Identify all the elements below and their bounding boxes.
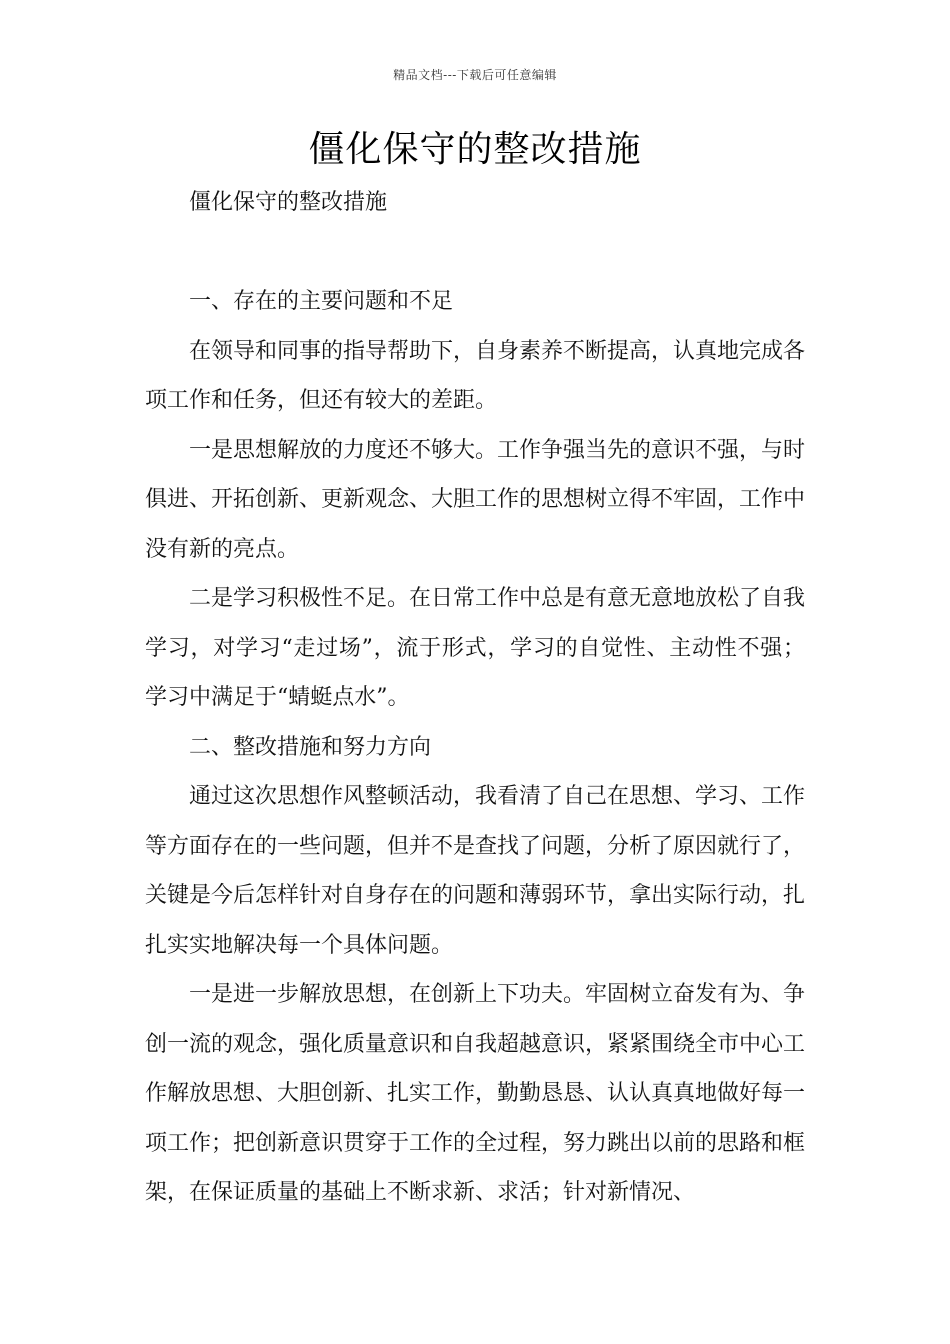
subtitle-paragraph: 僵化保守的整改措施 (189, 190, 388, 215)
section-heading-problems: 一、存在的主要问题和不足 (189, 289, 454, 314)
body-paragraph: 在领导和同事的指导帮助下，自身素养不断提高，认真地完成各项工作和任务，但还有较大的差距。 (145, 338, 806, 413)
body-paragraph: 一是进一步解放思想，在创新上下功夫。牢固树立奋发有为、争创一流的观念，强化质量意识和自我超越意识，紧紧围绕全市中心工作解放思想、大胆创新、扎实工作，勤勤恳恳、认认真真地做好每一项工作；把创新意识贯穿于工作的全过程，努力跳出以前的思路和框架，在保证质量的基础上不断求新、求活；针对新情况、 (145, 982, 806, 1205)
body-paragraph: 二是学习积极性不足。在日常工作中总是有意无意地放松了自我学习，对学习“走过场”，流于形式，学习的自觉性、主动性不强；学习中满足于“蜻蜓点水”。 (145, 586, 806, 710)
document-body (145, 178, 805, 1218)
body-paragraph: 通过这次思想作风整顿活动，我看清了自己在思想、学习、工作等方面存在的一些问题，但并不是查找了问题，分析了原因就行了，关键是今后怎样针对自身存在的问题和薄弱环节，拿出实际行动，扎扎实实地解决每一个具体问题。 (145, 784, 806, 958)
header-note: 精品文档---下载后可任意编辑 (393, 68, 557, 82)
document-title: 僵化保守的整改措施 (308, 129, 642, 170)
section-heading-measures: 二、整改措施和努力方向 (189, 734, 432, 760)
body-paragraph: 一是思想解放的力度还不够大。工作争强当先的意识不强，与时俱进、开拓创新、更新观念、大胆工作的思想树立得不牢固，工作中没有新的亮点。 (145, 437, 806, 562)
